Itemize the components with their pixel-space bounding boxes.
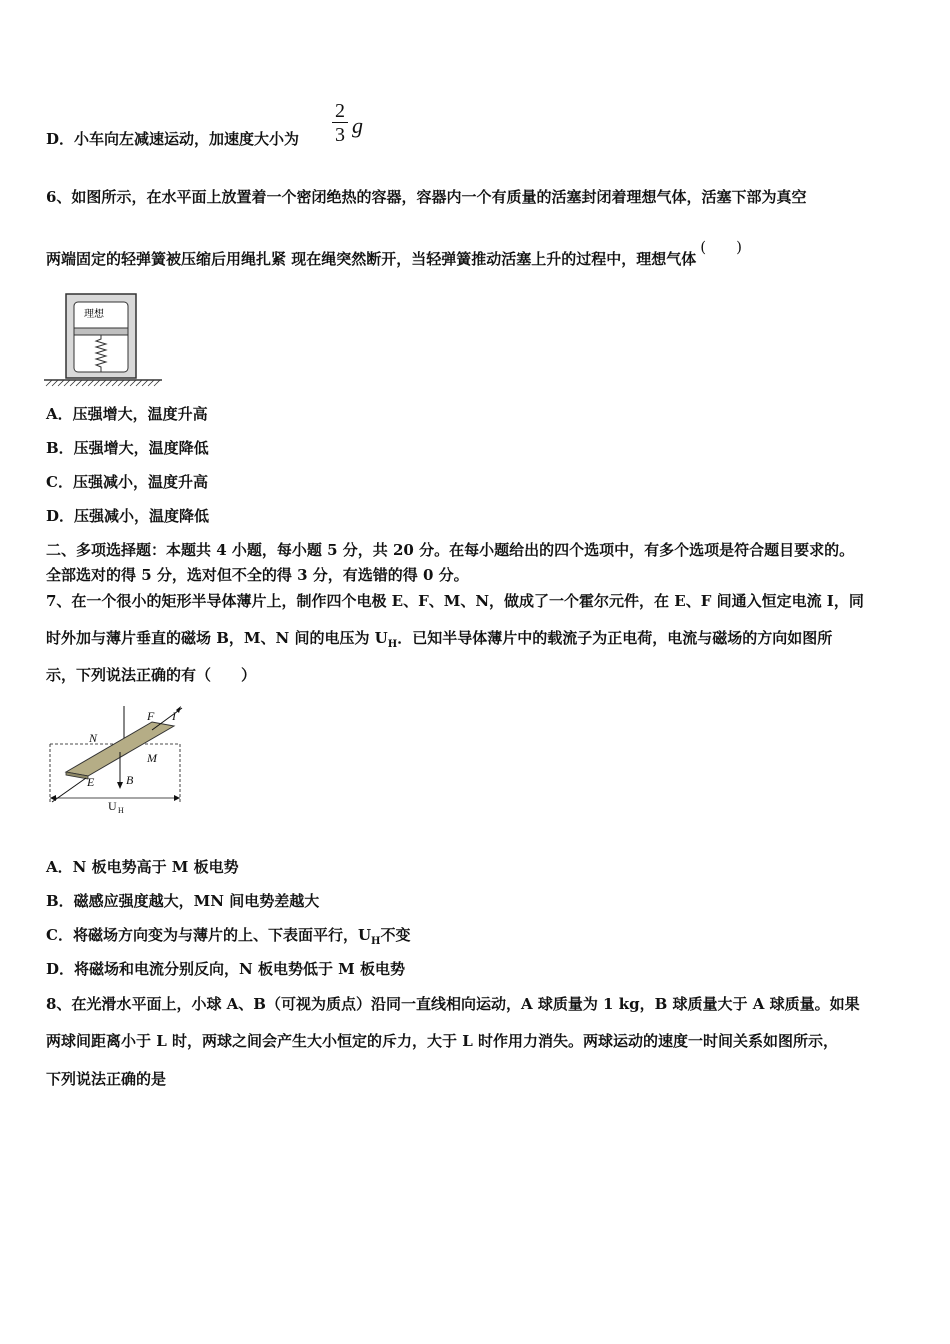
q8-line2: 两球间距离小于 L 时，两球之间会产生大小恒定的斥力，大于 L 时作用力消失。两球运动的速度一时间关系如图所示， bbox=[46, 1032, 838, 1050]
q8-line1: 8、在光滑水平面上，小球 A、B（可视为质点）沿同一直线相向运动，A 球质量为 1 kg，B 球质量大于 A 球质量。如果 bbox=[46, 995, 860, 1013]
voltage-arrow-right bbox=[174, 795, 180, 801]
q7-line1: 7、在一个很小的矩形半导体薄片上，制作四个电极 E、F、M、N，做成了一个霍尔元件，在 E、F 间通入恒定电流 I，同 bbox=[46, 592, 864, 610]
section2-line2: 全部选对的得 5 分，选对但不全的得 3 分，有选错的得 0 分。 bbox=[46, 566, 469, 584]
hall-element-figure bbox=[44, 704, 190, 816]
prev-option-d-text: D．小车向左减速运动，加速度大小为 bbox=[46, 130, 300, 148]
piston bbox=[74, 328, 128, 335]
q7-option-a: A．N 板电势高于 M 板电势 bbox=[46, 858, 239, 876]
label-i: I bbox=[172, 709, 176, 723]
current-line-e bbox=[52, 778, 86, 802]
container-figure bbox=[44, 292, 162, 388]
q7-line2-text: 时外加与薄片垂直的磁场 B，M、N 间的电压为 U bbox=[46, 629, 388, 647]
label-n: N bbox=[89, 731, 98, 745]
q6-option-b: B．压强增大，温度降低 bbox=[46, 439, 209, 457]
q6-bracket: ( ) bbox=[700, 238, 742, 256]
label-u-sub: H bbox=[118, 806, 124, 815]
fraction-denominator: 3 bbox=[335, 124, 345, 146]
q6-line1: 6、如图所示，在水平面上放置着一个密闭绝热的容器，容器内一个有质量的活塞封闭着理想气体，活塞下部为真空 bbox=[46, 188, 807, 206]
fraction-numerator: 2 bbox=[335, 100, 345, 122]
q7-line2 bbox=[46, 627, 832, 650]
fraction-variable: g bbox=[352, 113, 363, 138]
q6-option-a: A．压强增大，温度升高 bbox=[46, 405, 208, 423]
fraction bbox=[330, 100, 350, 147]
q7-line2-rest: ．已知半导体薄片中的载流子为正电荷，电流与磁场的方向如图所 bbox=[397, 629, 833, 647]
ground-hatch bbox=[46, 380, 160, 386]
q7-line3: 示，下列说法正确的有（ ） bbox=[46, 666, 257, 684]
q7-option-b: B．磁感应强度越大，MN 间电势差越大 bbox=[46, 892, 320, 910]
label-b: B bbox=[126, 773, 134, 787]
label-u: U bbox=[108, 799, 117, 813]
label-m: M bbox=[147, 751, 157, 765]
q7-option-c-sub: H bbox=[371, 936, 381, 947]
section2-line1: 二、多项选择题：本题共 4 小题，每小题 5 分，共 20 分。在每小题给出的四个选项中，有多个选项是符合题目要求的。 bbox=[46, 541, 855, 559]
q7-option-c-rest: 不变 bbox=[380, 926, 411, 944]
q7-option-c bbox=[46, 924, 411, 947]
q8-line3: 下列说法正确的是 bbox=[46, 1070, 167, 1088]
q6-line2-text: 两端固定的轻弹簧被压缩后用绳扎紧 现在绳突然断开，当轻弹簧推动活塞上升的过程中，理想气体 bbox=[46, 250, 697, 268]
prev-option-d bbox=[46, 128, 299, 149]
q7-option-d: D．将磁场和电流分别反向，N 板电势低于 M 板电势 bbox=[46, 960, 405, 978]
field-arrow bbox=[117, 782, 123, 789]
q6-option-c: C．压强减小，温度升高 bbox=[46, 473, 208, 491]
label-e: E bbox=[87, 775, 95, 789]
q7-line2-sub: H bbox=[387, 639, 398, 650]
q6-option-d: D．压强减小，温度降低 bbox=[46, 507, 210, 525]
q7-option-c-text: C．将磁场方向变为与薄片的上、下表面平行，U bbox=[46, 926, 372, 944]
q6-line2 bbox=[46, 238, 742, 269]
gas-label: 理想 bbox=[84, 309, 104, 320]
voltage-arrow-left bbox=[50, 795, 56, 801]
label-f: F bbox=[147, 709, 155, 723]
